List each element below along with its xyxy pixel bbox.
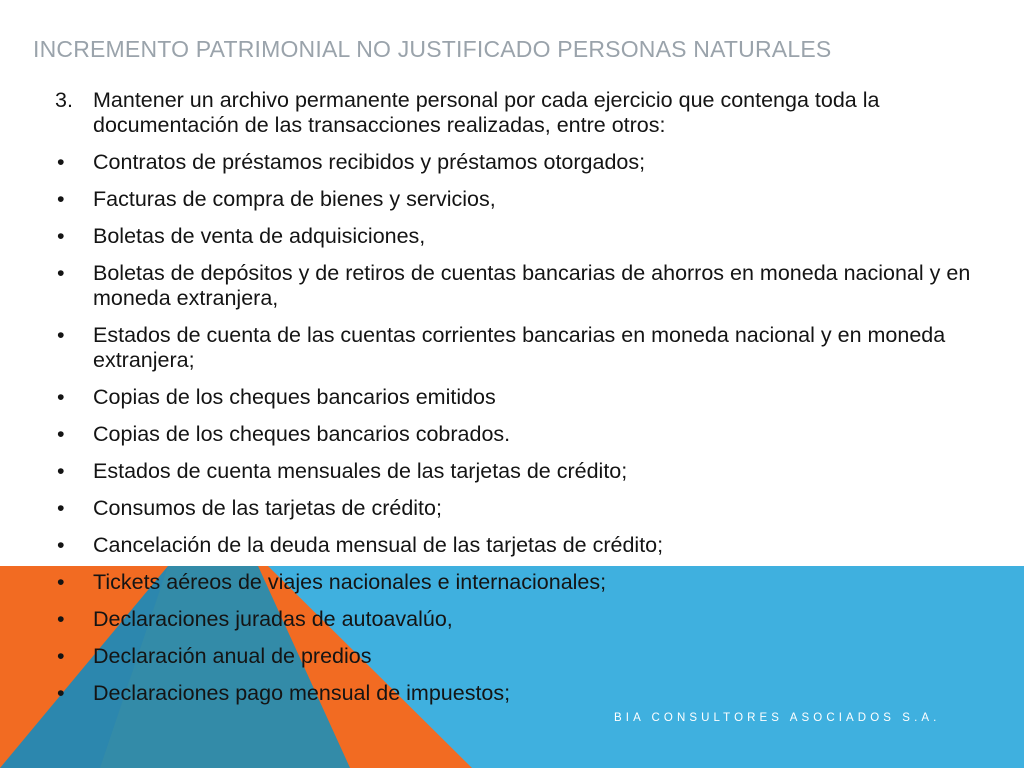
intro-text: Mantener un archivo permanente personal por cada ejercicio que contenga toda la documentación de las transacciones realizadas, entre otros: xyxy=(93,88,880,137)
bullet-item xyxy=(55,496,1000,521)
footer-company: BIA CONSULTORES ASOCIADOS S.A. xyxy=(614,712,941,724)
bullet-marker: • xyxy=(57,570,65,594)
bullet-item xyxy=(55,187,1000,212)
bullet-marker: • xyxy=(57,385,65,409)
bullet-text: Declaraciones juradas de autoavalúo, xyxy=(93,607,453,631)
bullet-marker: • xyxy=(57,607,65,631)
slide-title: INCREMENTO PATRIMONIAL NO JUSTIFICADO PERSONAS NATURALES xyxy=(33,36,832,62)
bullet-text: Consumos de las tarjetas de crédito; xyxy=(93,496,442,520)
bullet-item xyxy=(55,681,1000,706)
bullet-text: Tickets aéreos de viajes nacionales e internacionales; xyxy=(93,570,607,594)
bullet-item xyxy=(55,570,1000,595)
bullet-item xyxy=(55,422,1000,447)
bullet-text: Boletas de venta de adquisiciones, xyxy=(93,224,426,248)
bullet-marker: • xyxy=(57,496,65,520)
bullet-marker: • xyxy=(57,422,65,446)
bullet-text: Contratos de préstamos recibidos y préstamos otorgados; xyxy=(93,150,646,174)
bullet-marker: • xyxy=(57,459,65,483)
bullet-marker: • xyxy=(57,323,65,347)
bullet-marker: • xyxy=(57,261,65,285)
bullet-item xyxy=(55,150,1000,175)
intro-number: 3. xyxy=(55,88,73,112)
bullet-text: Estados de cuenta de las cuentas corrientes bancarias en moneda nacional y en moneda extranjera; xyxy=(93,323,946,372)
bullet-marker: • xyxy=(57,150,65,174)
bullet-item xyxy=(55,607,1000,632)
bullet-text: Copias de los cheques bancarios cobrados. xyxy=(93,422,511,446)
bullet-item xyxy=(55,533,1000,558)
bullet-text: Boletas de depósitos y de retiros de cuentas bancarias de ahorros en moneda nacional y en moneda extranjera, xyxy=(93,261,971,310)
bullet-text: Declaraciones pago mensual de impuestos; xyxy=(93,681,511,705)
bullet-item xyxy=(55,323,1000,373)
bullet-text: Facturas de compra de bienes y servicios, xyxy=(93,187,496,211)
bullet-text: Copias de los cheques bancarios emitidos xyxy=(93,385,496,409)
bullet-item xyxy=(55,385,1000,410)
bullet-text: Cancelación de la deuda mensual de las tarjetas de crédito; xyxy=(93,533,664,557)
bullet-marker: • xyxy=(57,681,65,705)
bullet-marker: • xyxy=(57,644,65,668)
bullet-item xyxy=(55,644,1000,669)
intro-item xyxy=(55,88,1000,138)
bullet-text: Estados de cuenta mensuales de las tarjetas de crédito; xyxy=(93,459,628,483)
bullet-marker: • xyxy=(57,187,65,211)
bullet-item xyxy=(55,261,1000,311)
bullet-list xyxy=(55,150,1000,706)
bullet-marker: • xyxy=(57,224,65,248)
bullet-text: Declaración anual de predios xyxy=(93,644,372,668)
content-list xyxy=(55,88,1000,718)
bullet-item xyxy=(55,224,1000,249)
bullet-marker: • xyxy=(57,533,65,557)
bullet-item xyxy=(55,459,1000,484)
